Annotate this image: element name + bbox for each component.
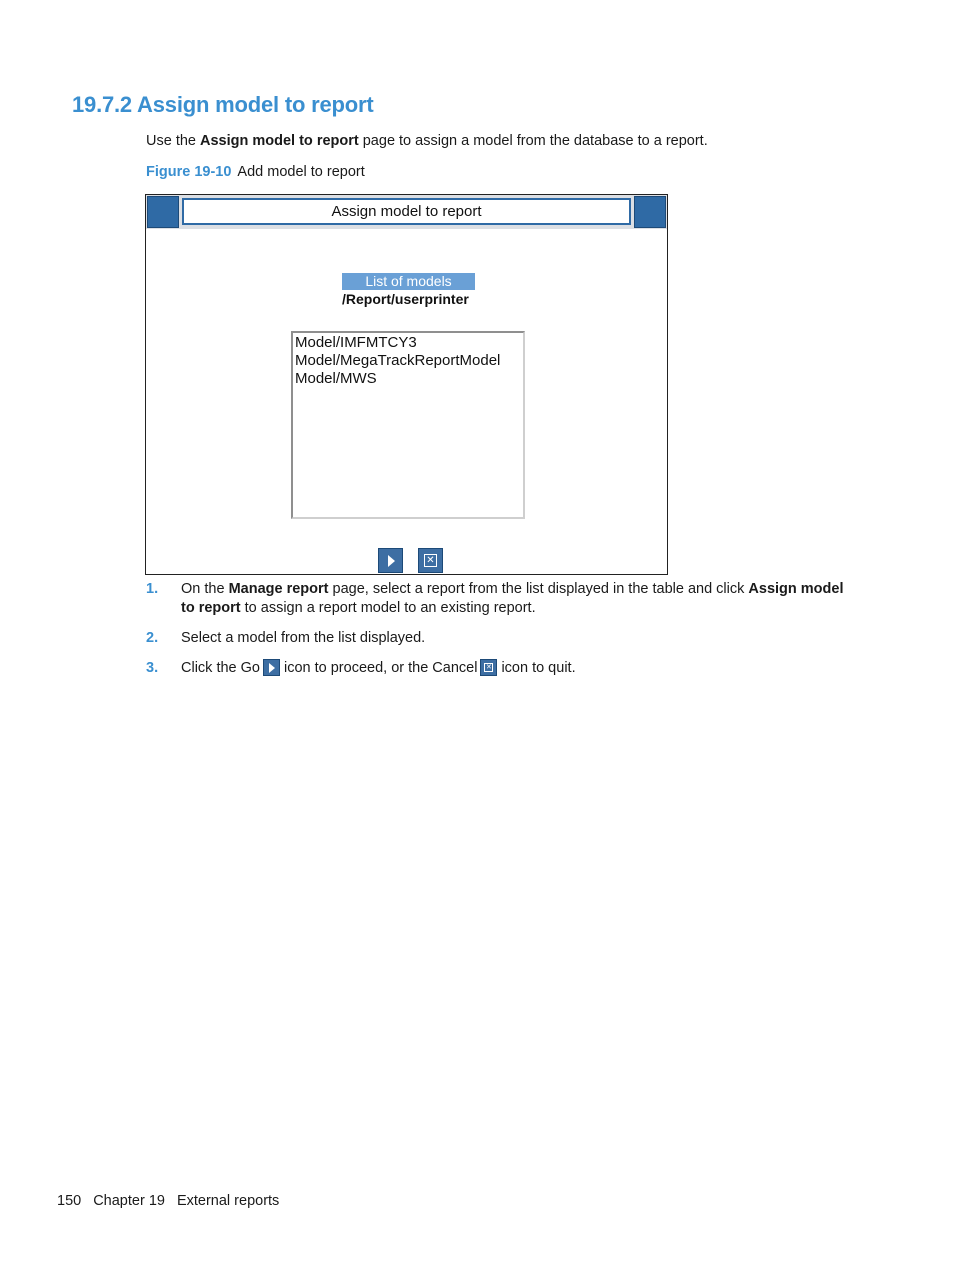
- step-text: Click the Go: [181, 660, 260, 676]
- step-text: On the: [181, 581, 229, 597]
- section-heading: 19.7.2 Assign model to report: [72, 92, 374, 117]
- list-of-models-label: List of models: [342, 273, 475, 290]
- page-footer: [57, 1193, 291, 1209]
- page-number: 150: [57, 1193, 82, 1209]
- go-icon: [263, 659, 280, 676]
- figure-number: Figure 19-10: [146, 164, 232, 180]
- go-button[interactable]: [378, 548, 403, 573]
- list-item[interactable]: Model/MegaTrackReportModel: [295, 352, 501, 369]
- cancel-button[interactable]: [418, 548, 443, 573]
- steps-list: [146, 580, 858, 689]
- window-title: Assign model to report: [182, 198, 631, 225]
- intro-suffix: page to assign a model from the database to a report.: [358, 133, 708, 149]
- figure-caption-text: Add model to report: [237, 164, 365, 180]
- screenshot-figure: [145, 194, 668, 575]
- step-number: 3.: [146, 660, 159, 676]
- step-bold-term: Assign model to report: [181, 581, 844, 616]
- step-number: 2.: [146, 630, 159, 646]
- intro-bold-term: Assign model to report: [200, 133, 359, 149]
- close-x-icon: ✕: [424, 554, 437, 567]
- window-title-bar: [146, 195, 667, 229]
- report-path: /Report/userprinter: [342, 291, 469, 307]
- step-2: [146, 629, 858, 648]
- step-3: [146, 659, 858, 678]
- step-text: Select a model from the list displayed.: [181, 630, 426, 646]
- step-text: icon to proceed, or the Cancel: [283, 660, 478, 676]
- step-text: page, select a report from the list displayed in the table and click: [328, 581, 749, 597]
- chapter-label: Chapter 19: [93, 1193, 165, 1209]
- step-text: icon to quit.: [501, 660, 576, 676]
- list-item[interactable]: Model/IMFMTCY3: [295, 334, 417, 351]
- intro-prefix: Use the: [146, 133, 200, 149]
- title-bar-left-block: [147, 196, 179, 228]
- cancel-icon: ✕: [480, 659, 497, 676]
- chapter-title: External reports: [176, 1193, 280, 1209]
- models-listbox[interactable]: [291, 331, 525, 519]
- play-arrow-icon: [388, 555, 395, 567]
- intro-paragraph: [146, 133, 708, 149]
- list-item[interactable]: Model/MWS: [295, 370, 377, 387]
- step-1: [146, 580, 858, 618]
- step-bold-term: Manage report: [228, 581, 329, 597]
- step-text: to assign a report model to an existing report.: [240, 600, 536, 616]
- figure-caption: [146, 164, 365, 180]
- step-number: 1.: [146, 581, 159, 597]
- title-bar-right-block: [634, 196, 666, 228]
